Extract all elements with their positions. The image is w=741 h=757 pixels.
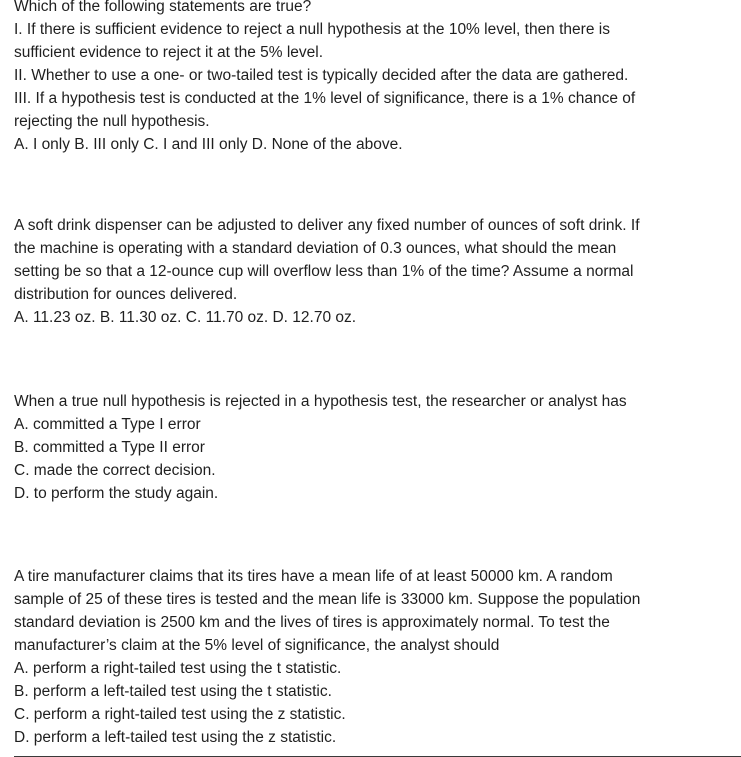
question-2-choices: A. 11.23 oz. B. 11.30 oz. C. 11.70 oz. D. 12.70 oz. <box>14 309 357 326</box>
question-2-stem-line-4: distribution for ounces delivered. <box>14 286 238 303</box>
question-4-choice-d: D. perform a left-tailed test using the z statistic. <box>14 729 337 746</box>
question-4-stem-line-4: manufacturer’s claim at the 5% level of significance, the analyst should <box>14 637 500 654</box>
question-4-choice-c: C. perform a right-tailed test using the z statistic. <box>14 706 346 723</box>
question-2-stem-line-3: setting be so that a 12-ounce cup will overflow less than 1% of the time? Assume a normal <box>14 263 634 280</box>
question-4-stem-line-3: standard deviation is 2500 km and the lives of tires is approximately normal. To test the <box>14 614 610 631</box>
question-4-stem-line-1: A tire manufacturer claims that its tires have a mean life of at least 50000 km. A random <box>14 568 613 585</box>
question-1-statement-1: I. If there is sufficient evidence to reject a null hypothesis at the 10% level, then there is <box>14 21 610 38</box>
question-4 <box>14 565 729 749</box>
question-1-statement-2: II. Whether to use a one- or two-tailed test is typically decided after the data are gathered. <box>14 67 629 84</box>
question-4-stem-line-2: sample of 25 of these tires is tested and the mean life is 33000 km. Suppose the population <box>14 591 641 608</box>
question-3-stem: When a true null hypothesis is rejected in a hypothesis test, the researcher or analyst has <box>14 393 627 410</box>
question-1-statement-1-cont: sufficient evidence to reject it at the 5% level. <box>14 44 324 61</box>
question-1-choices: A. I only B. III only C. I and III only D. None of the above. <box>14 136 403 153</box>
question-1-statement-3: III. If a hypothesis test is conducted at the 1% level of significance, there is a 1% chance of <box>14 90 636 107</box>
question-3-choice-b: B. committed a Type II error <box>14 439 205 456</box>
question-4-choice-a: A. perform a right-tailed test using the t statistic. <box>14 660 342 677</box>
question-3-choice-d: D. to perform the study again. <box>14 485 219 502</box>
question-2-stem-line-1: A soft drink dispenser can be adjusted to deliver any fixed number of ounces of soft drink. If <box>14 217 640 234</box>
question-3-choice-c: C. made the correct decision. <box>14 462 216 479</box>
question-4-choice-b: B. perform a left-tailed test using the t statistic. <box>14 683 332 700</box>
question-1-stem: Which of the following statements are true? <box>14 0 312 15</box>
question-1-statement-3-cont: rejecting the null hypothesis. <box>14 113 210 130</box>
question-1 <box>14 0 729 156</box>
question-2 <box>14 214 729 329</box>
question-2-stem-line-2: the machine is operating with a standard deviation of 0.3 ounces, what should the mean <box>14 240 617 257</box>
question-3 <box>14 390 729 505</box>
question-3-choice-a: A. committed a Type I error <box>14 416 201 433</box>
